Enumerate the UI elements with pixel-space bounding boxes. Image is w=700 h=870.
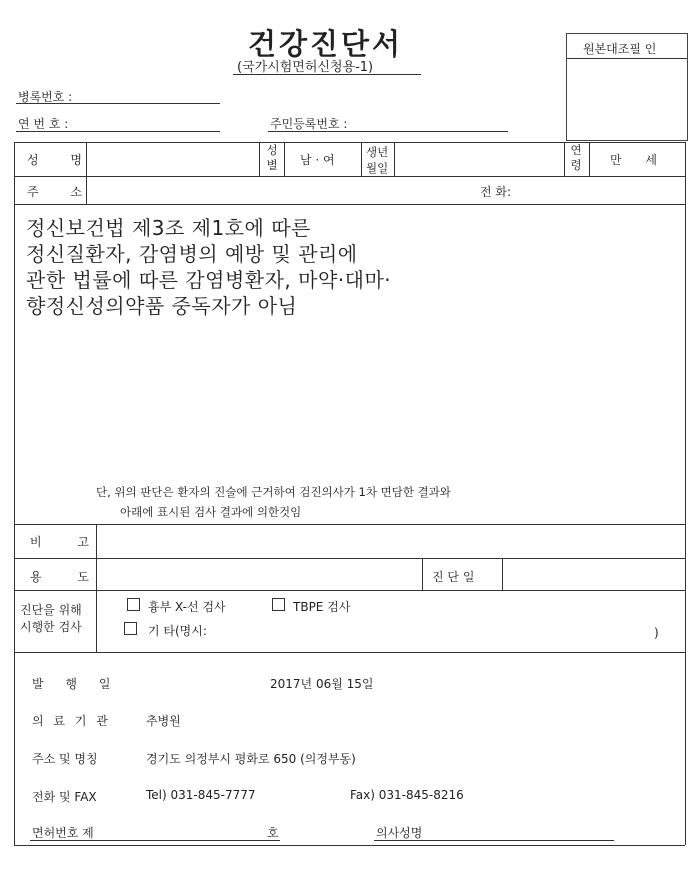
finding-line: 향정신성의약품 중독자가 아님	[26, 294, 298, 318]
license-no-suffix: 호	[267, 826, 279, 840]
purpose-field[interactable]	[100, 561, 416, 587]
license-no-field[interactable]	[30, 840, 280, 841]
institution-label: 의 료 기 관	[32, 714, 111, 728]
serial-no-label: 연 번 호 :	[18, 117, 69, 131]
other-test-checkbox[interactable]	[124, 622, 137, 635]
institution-address-value: 경기도 의정부시 평화로 650 (의정부동)	[146, 752, 356, 766]
doctor-name-label: 의사성명	[376, 826, 423, 840]
name-label: 성 명	[27, 153, 96, 167]
age-value[interactable]: 만 세	[610, 153, 657, 167]
name-field[interactable]	[90, 144, 255, 174]
xray-test-label: 흉부 X-선 검사	[148, 600, 226, 614]
institution-address-label: 주소 및 명칭	[32, 752, 98, 766]
birth-label-2: 월일	[366, 161, 389, 175]
other-test-label: 기 타(명시:	[148, 624, 207, 638]
phone-label: 전 화:	[480, 185, 512, 199]
license-no-label: 면허번호 제	[32, 826, 94, 840]
issue-date-label: 발 행 일	[32, 677, 120, 691]
serial-no-field[interactable]	[16, 131, 220, 132]
resident-no-field[interactable]	[268, 131, 508, 132]
tests-label-2: 시행한 검사	[20, 620, 82, 634]
stamp-label: 원본대조필 인	[583, 42, 657, 56]
tests-label-1: 진단을 위해	[20, 603, 82, 617]
document-subtitle: (국가시험면허신청용-1)	[237, 60, 374, 75]
original-verified-stamp-box	[566, 33, 688, 141]
contact-label: 전화 및 FAX	[32, 790, 97, 804]
birth-label-1: 생년	[366, 145, 389, 159]
finding-line: 관한 법률에 따른 감염병환자, 마약·대마·	[26, 268, 392, 292]
issue-date-value: 2017년 06월 15일	[270, 677, 374, 691]
fax-value: Fax) 031-845-8216	[350, 788, 464, 802]
sex-value[interactable]: 남 · 여	[300, 153, 335, 167]
age-label: 연령	[570, 143, 582, 172]
remarks-field[interactable]	[100, 527, 680, 555]
note-line: 아래에 표시된 검사 결과에 의한것임	[120, 505, 302, 519]
record-no-label: 병록번호 :	[18, 90, 73, 104]
address-label: 주 소	[27, 185, 96, 199]
institution-value: 추병원	[146, 714, 181, 728]
document-title: 건강진단서	[248, 27, 404, 61]
sex-label: 성별	[266, 143, 278, 172]
birth-date-field[interactable]	[398, 144, 558, 174]
purpose-label: 용 도	[30, 570, 105, 584]
finding-line: 정신질환자, 감염병의 예방 및 관리에	[26, 242, 358, 266]
resident-no-label: 주민등록번호 :	[270, 117, 348, 131]
findings-text	[26, 215, 391, 319]
doctor-name-field[interactable]	[374, 840, 614, 841]
other-test-close-paren: )	[654, 626, 659, 640]
subtitle-underline	[233, 74, 421, 75]
remarks-label: 비 고	[30, 535, 105, 549]
other-test-field[interactable]	[225, 619, 645, 639]
diagnosis-date-label: 진 단 일	[432, 570, 475, 584]
tel-value: Tel) 031-845-7777	[146, 788, 256, 802]
tbpe-checkbox[interactable]	[272, 598, 285, 611]
note-line: 단, 위의 판단은 환자의 진술에 근거하여 검진의사가 1차 면담한 결과와	[96, 485, 451, 499]
diagnosis-date-field[interactable]	[506, 561, 680, 587]
tbpe-test-label: TBPE 검사	[293, 600, 351, 614]
record-no-field[interactable]	[16, 103, 220, 104]
address-field[interactable]	[90, 178, 470, 202]
finding-line: 정신보건법 제3조 제1호에 따른	[26, 216, 311, 240]
xray-checkbox[interactable]	[127, 598, 140, 611]
